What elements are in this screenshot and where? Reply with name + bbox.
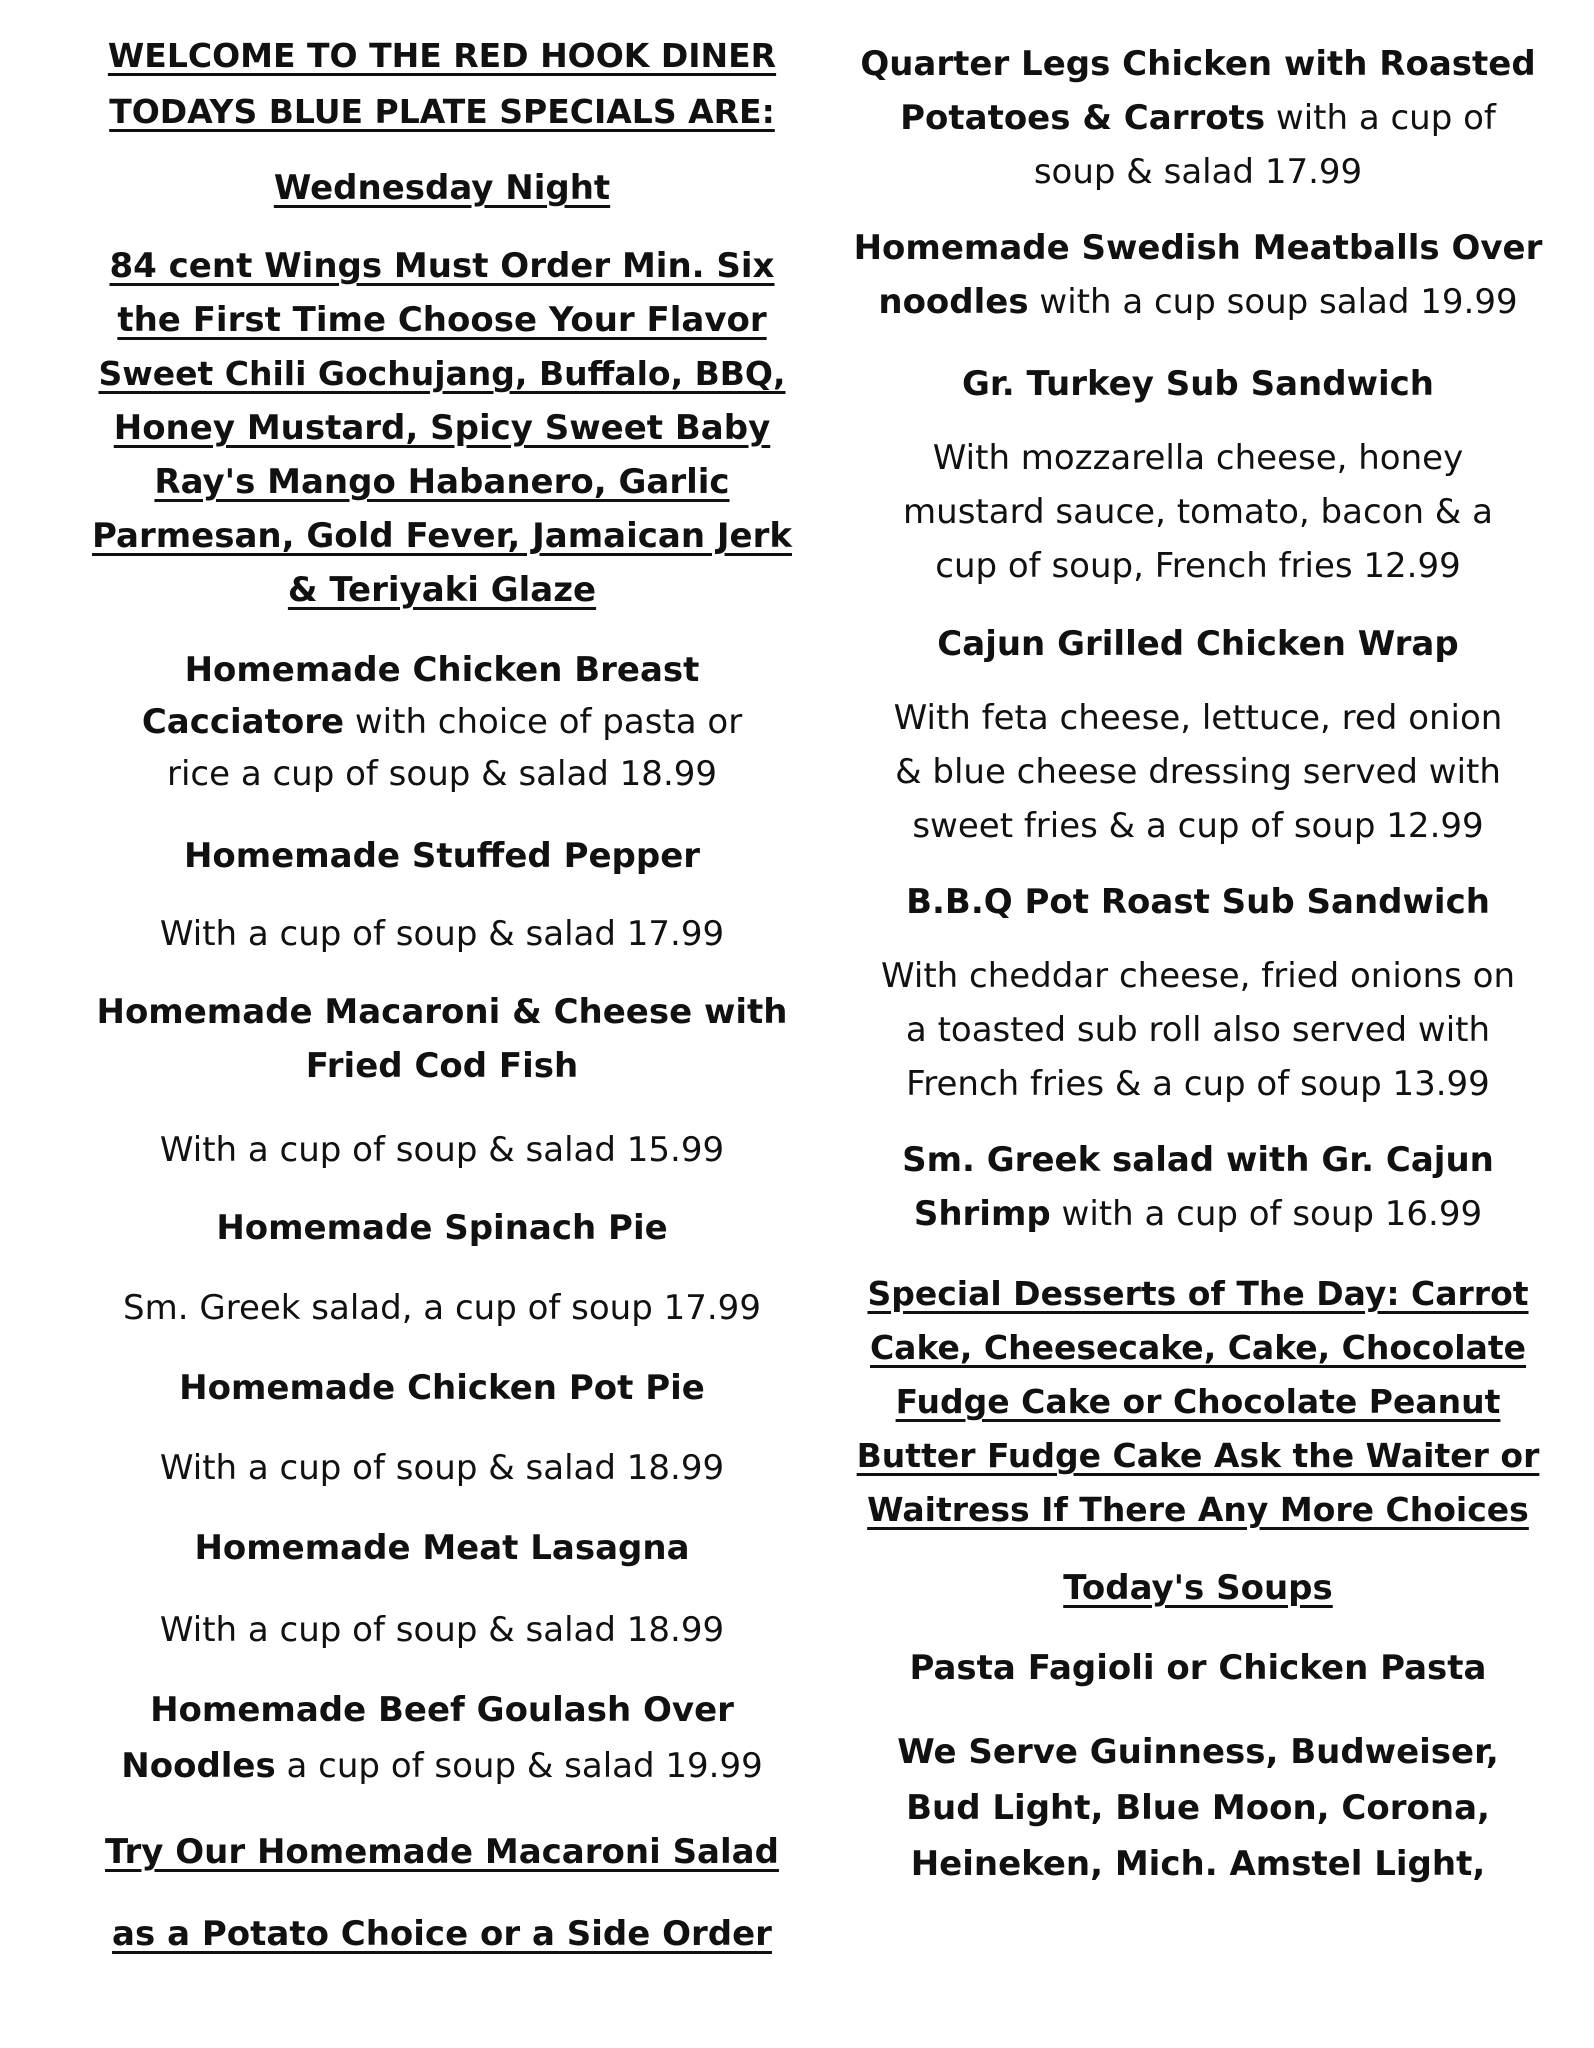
potpie-title: Homemade Chicken Pot Pie [179, 1368, 705, 1408]
right-column [848, 0, 1548, 2048]
wings-line-4: Honey Mustard, Spicy Sweet Baby [113, 408, 771, 448]
meatballs-line-2 [848, 280, 1548, 324]
lasagna-desc: With a cup of soup & salad 18.99 [159, 1610, 725, 1650]
turkey-desc-3: cup of soup, French fries 12.99 [935, 546, 1461, 586]
left-column [92, 0, 792, 2048]
cacciatore-title-1: Homemade Chicken Breast [184, 650, 700, 690]
wrap-title: Cajun Grilled Chicken Wrap [937, 624, 1459, 664]
beers-line-2: Bud Light, Blue Moon, Corona, [906, 1788, 1490, 1828]
night-heading: Wednesday Night [273, 168, 611, 208]
wings-line-3: Sweet Chili Gochujang, Buffalo, BBQ, [98, 354, 786, 393]
desserts-line-4: Butter Fudge Cake Ask the Waiter or [856, 1436, 1540, 1475]
pepper-desc: With a cup of soup & salad 17.99 [159, 914, 725, 954]
cacciatore-line-3: rice a cup of soup & salad 18.99 [166, 754, 718, 794]
desserts-line-1: Special Desserts of The Day: Carrot [867, 1274, 1529, 1313]
turkey-desc-2: mustard sauce, tomato, bacon & a [903, 492, 1493, 532]
welcome-line-1: WELCOME TO THE RED HOOK DINER [107, 36, 777, 75]
cacciatore-title-2 [92, 700, 792, 744]
meatballs-bold: noodles [878, 282, 1029, 322]
wings-line-6: Parmesan, Gold Fever, Jamaican Jerk [92, 516, 792, 556]
wrap-desc-2: & blue cheese dressing served with [895, 752, 1501, 792]
welcome-line-2: TODAYS BLUE PLATE SPECIALS ARE: [109, 92, 775, 131]
goulash-rest: a cup of soup & salad 19.99 [275, 1746, 763, 1786]
desserts-line-5: Waitress If There Any More Choices [867, 1490, 1529, 1529]
cacciatore-bold: Cacciatore [141, 702, 345, 742]
meatballs-rest: with a cup soup salad 19.99 [1028, 282, 1518, 322]
wings-line-7: & Teriyaki Glaze [287, 570, 597, 610]
potroast-desc-1: With cheddar cheese, fried onions on [881, 956, 1515, 996]
goulash-title-1: Homemade Beef Goulash Over [150, 1690, 734, 1730]
wrap-desc-1: With feta cheese, lettuce, red onion [893, 698, 1503, 738]
desserts-line-2: Cake, Cheesecake, Cake, Chocolate [869, 1328, 1527, 1367]
mac-title-2: Fried Cod Fish [305, 1046, 579, 1086]
meatballs-line-1: Homemade Swedish Meatballs Over [853, 228, 1543, 268]
potroast-title: B.B.Q Pot Roast Sub Sandwich [906, 882, 1490, 922]
greek-bold: Shrimp [913, 1194, 1051, 1234]
legs-line-1: Quarter Legs Chicken with Roasted [860, 44, 1536, 84]
soups-heading: Today's Soups [1063, 1568, 1333, 1608]
greek-line-2 [848, 1192, 1548, 1236]
macsalad-line-2: as a Potato Choice or a Side Order [112, 1914, 772, 1954]
spinach-title: Homemade Spinach Pie [216, 1208, 668, 1248]
beers-line-1: We Serve Guinness, Budweiser, [897, 1732, 1499, 1772]
goulash-bold: Noodles [121, 1746, 276, 1786]
wings-line-1: 84 cent Wings Must Order Min. Six [109, 246, 775, 286]
potroast-desc-2: a toasted sub roll also served with [905, 1010, 1491, 1050]
wings-line-5: Ray's Mango Habanero, Garlic [154, 462, 730, 502]
legs-bold: Potatoes & Carrots [900, 98, 1266, 138]
turkey-desc-1: With mozzarella cheese, honey [932, 438, 1464, 478]
lasagna-title: Homemade Meat Lasagna [194, 1528, 690, 1568]
greek-rest: with a cup of soup 16.99 [1050, 1194, 1483, 1234]
macsalad-line-1: Try Our Homemade Macaroni Salad [105, 1832, 779, 1872]
desserts-line-3: Fudge Cake or Chocolate Peanut [895, 1382, 1501, 1421]
legs-line-3: soup & salad 17.99 [1033, 152, 1363, 192]
pepper-title: Homemade Stuffed Pepper [183, 836, 701, 876]
potpie-desc: With a cup of soup & salad 18.99 [159, 1448, 725, 1488]
potroast-desc-3: French fries & a cup of soup 13.99 [906, 1064, 1490, 1104]
beers-line-3: Heineken, Mich. Amstel Light, [910, 1844, 1486, 1884]
greek-line-1: Sm. Greek salad with Gr. Cajun [902, 1140, 1494, 1180]
spinach-desc: Sm. Greek salad, a cup of soup 17.99 [123, 1288, 761, 1328]
mac-desc: With a cup of soup & salad 15.99 [159, 1130, 725, 1170]
cacciatore-rest: with choice of pasta or [344, 702, 743, 742]
wings-line-2: the First Time Choose Your Flavor [117, 300, 767, 340]
legs-rest: with a cup of [1265, 98, 1496, 138]
soups-list: Pasta Fagioli or Chicken Pasta [909, 1648, 1487, 1688]
goulash-title-2 [92, 1744, 792, 1788]
turkey-title: Gr. Turkey Sub Sandwich [961, 364, 1435, 404]
legs-line-2 [848, 96, 1548, 140]
wrap-desc-3: sweet fries & a cup of soup 12.99 [912, 806, 1484, 846]
mac-title-1: Homemade Macaroni & Cheese with [96, 992, 788, 1032]
